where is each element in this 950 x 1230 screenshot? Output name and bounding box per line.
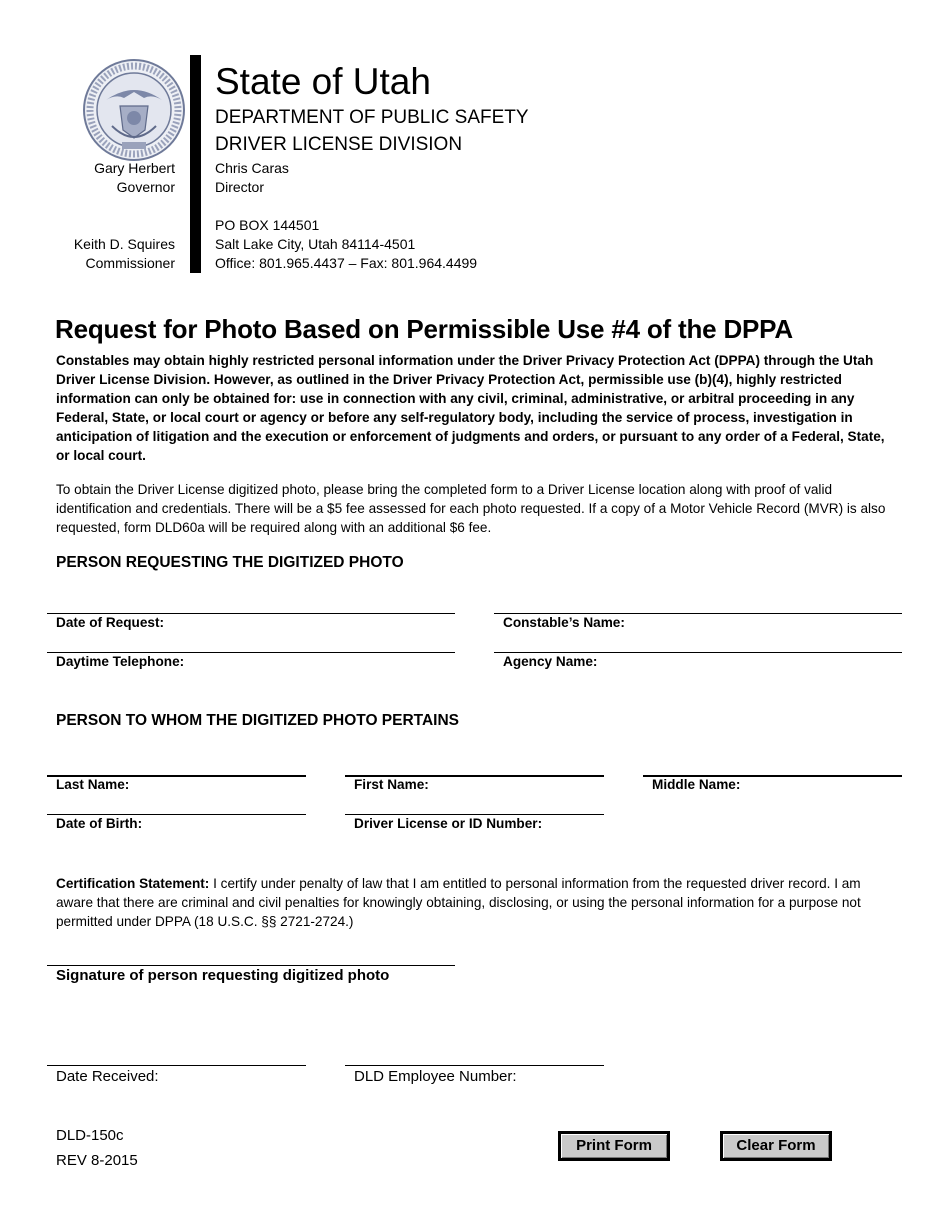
director-name: Chris Caras [215,160,289,176]
dl-number-line[interactable] [345,814,604,815]
employee-number-line[interactable] [345,1065,604,1066]
agency-name-label: Agency Name: [503,654,598,669]
po-box: PO BOX 144501 [215,217,320,233]
last-name-label: Last Name: [56,777,130,792]
constable-name-label: Constable’s Name: [503,615,625,630]
first-name-label: First Name: [354,777,429,792]
director-title: Director [215,179,265,195]
phone-fax: Office: 801.965.4437 – Fax: 801.964.4499 [215,255,478,271]
certification-statement [56,874,896,931]
form-revision: REV 8-2015 [56,1152,138,1169]
commissioner-title: Commissioner [85,255,175,271]
division-name: DRIVER LICENSE DIVISION [215,134,463,155]
state-name: State of Utah [215,61,431,102]
form-number: DLD-150c [56,1127,124,1144]
form-title: Request for Photo Based on Permissible Use #4 of the DPPA [55,314,793,344]
commissioner-block [74,235,175,273]
signature-label: Signature of person requesting digitized photo [56,967,390,984]
date-of-request-line[interactable] [47,613,455,614]
city-zip: Salt Lake City, Utah 84114-4501 [215,236,416,252]
state-seal-icon [82,58,186,162]
department-name: DEPARTMENT OF PUBLIC SAFETY [215,107,529,128]
commissioner-name: Keith D. Squires [73,236,175,252]
governor-block [94,159,175,197]
letterhead-divider [190,55,201,273]
date-of-birth-line[interactable] [47,814,306,815]
date-received-label: Date Received: [56,1068,159,1085]
intro-instructions: To obtain the Driver License digitized photo, please bring the completed form to a Driver License location along with proof of valid identification and credentials. There will be a $5 fee assessed for each photo requested. If a copy of a Motor Vehicle Record (MVR) is also requested, form DLD60a will be required along with an additional $6 fee. [56,482,886,535]
employee-number-label: DLD Employee Number: [354,1068,517,1085]
director-block [215,159,289,197]
constable-name-line[interactable] [494,613,902,614]
governor-title: Governor [116,179,175,195]
certification-text: I certify under penalty of law that I am entitled to personal information from the requested driver record. I am aware that there are criminal and civil penalties for knowingly obtaining, disclosing, or using the personal information for a purpose not permitted under DPPA (18 U.S.C. §§ 2721-2724.) [56,876,861,929]
daytime-telephone-line[interactable] [47,652,455,653]
governor-name: Gary Herbert [94,160,175,176]
requester-section-heading: PERSON REQUESTING THE DIGITIZED PHOTO [56,554,404,571]
date-of-birth-label: Date of Birth: [56,816,143,831]
intro-restrictions: Constables may obtain highly restricted personal information under the Driver Privacy Protection Act (DPPA) through the Utah Driver License Division. However, as outlined in the Driver Privacy Protection Act, permissible use (b)(4), highly restricted information can only be obtained for: use in connection with any civil, criminal, administrative, or arbitral proceeding in any Federal, State, or local court or agency or before any self-regulatory body, including the service of process, investigation in anticipation of litigation and the execution or enforcement of judgments and orders, or pursuant to any order of a Federal, State, or local court. [56,353,885,463]
date-of-request-label: Date of Request: [56,615,165,630]
subject-section-heading: PERSON TO WHOM THE DIGITIZED PHOTO PERTAINS [56,712,460,729]
agency-name-line[interactable] [494,652,902,653]
clear-form-button[interactable]: Clear Form [720,1131,832,1161]
daytime-telephone-label: Daytime Telephone: [56,654,185,669]
address-block [215,216,477,273]
signature-line[interactable] [47,965,455,966]
dl-number-label: Driver License or ID Number: [354,816,543,831]
print-form-button[interactable]: Print Form [558,1131,670,1161]
certification-label: Certification Statement: [56,876,210,891]
middle-name-label: Middle Name: [652,777,741,792]
date-received-line[interactable] [47,1065,306,1066]
